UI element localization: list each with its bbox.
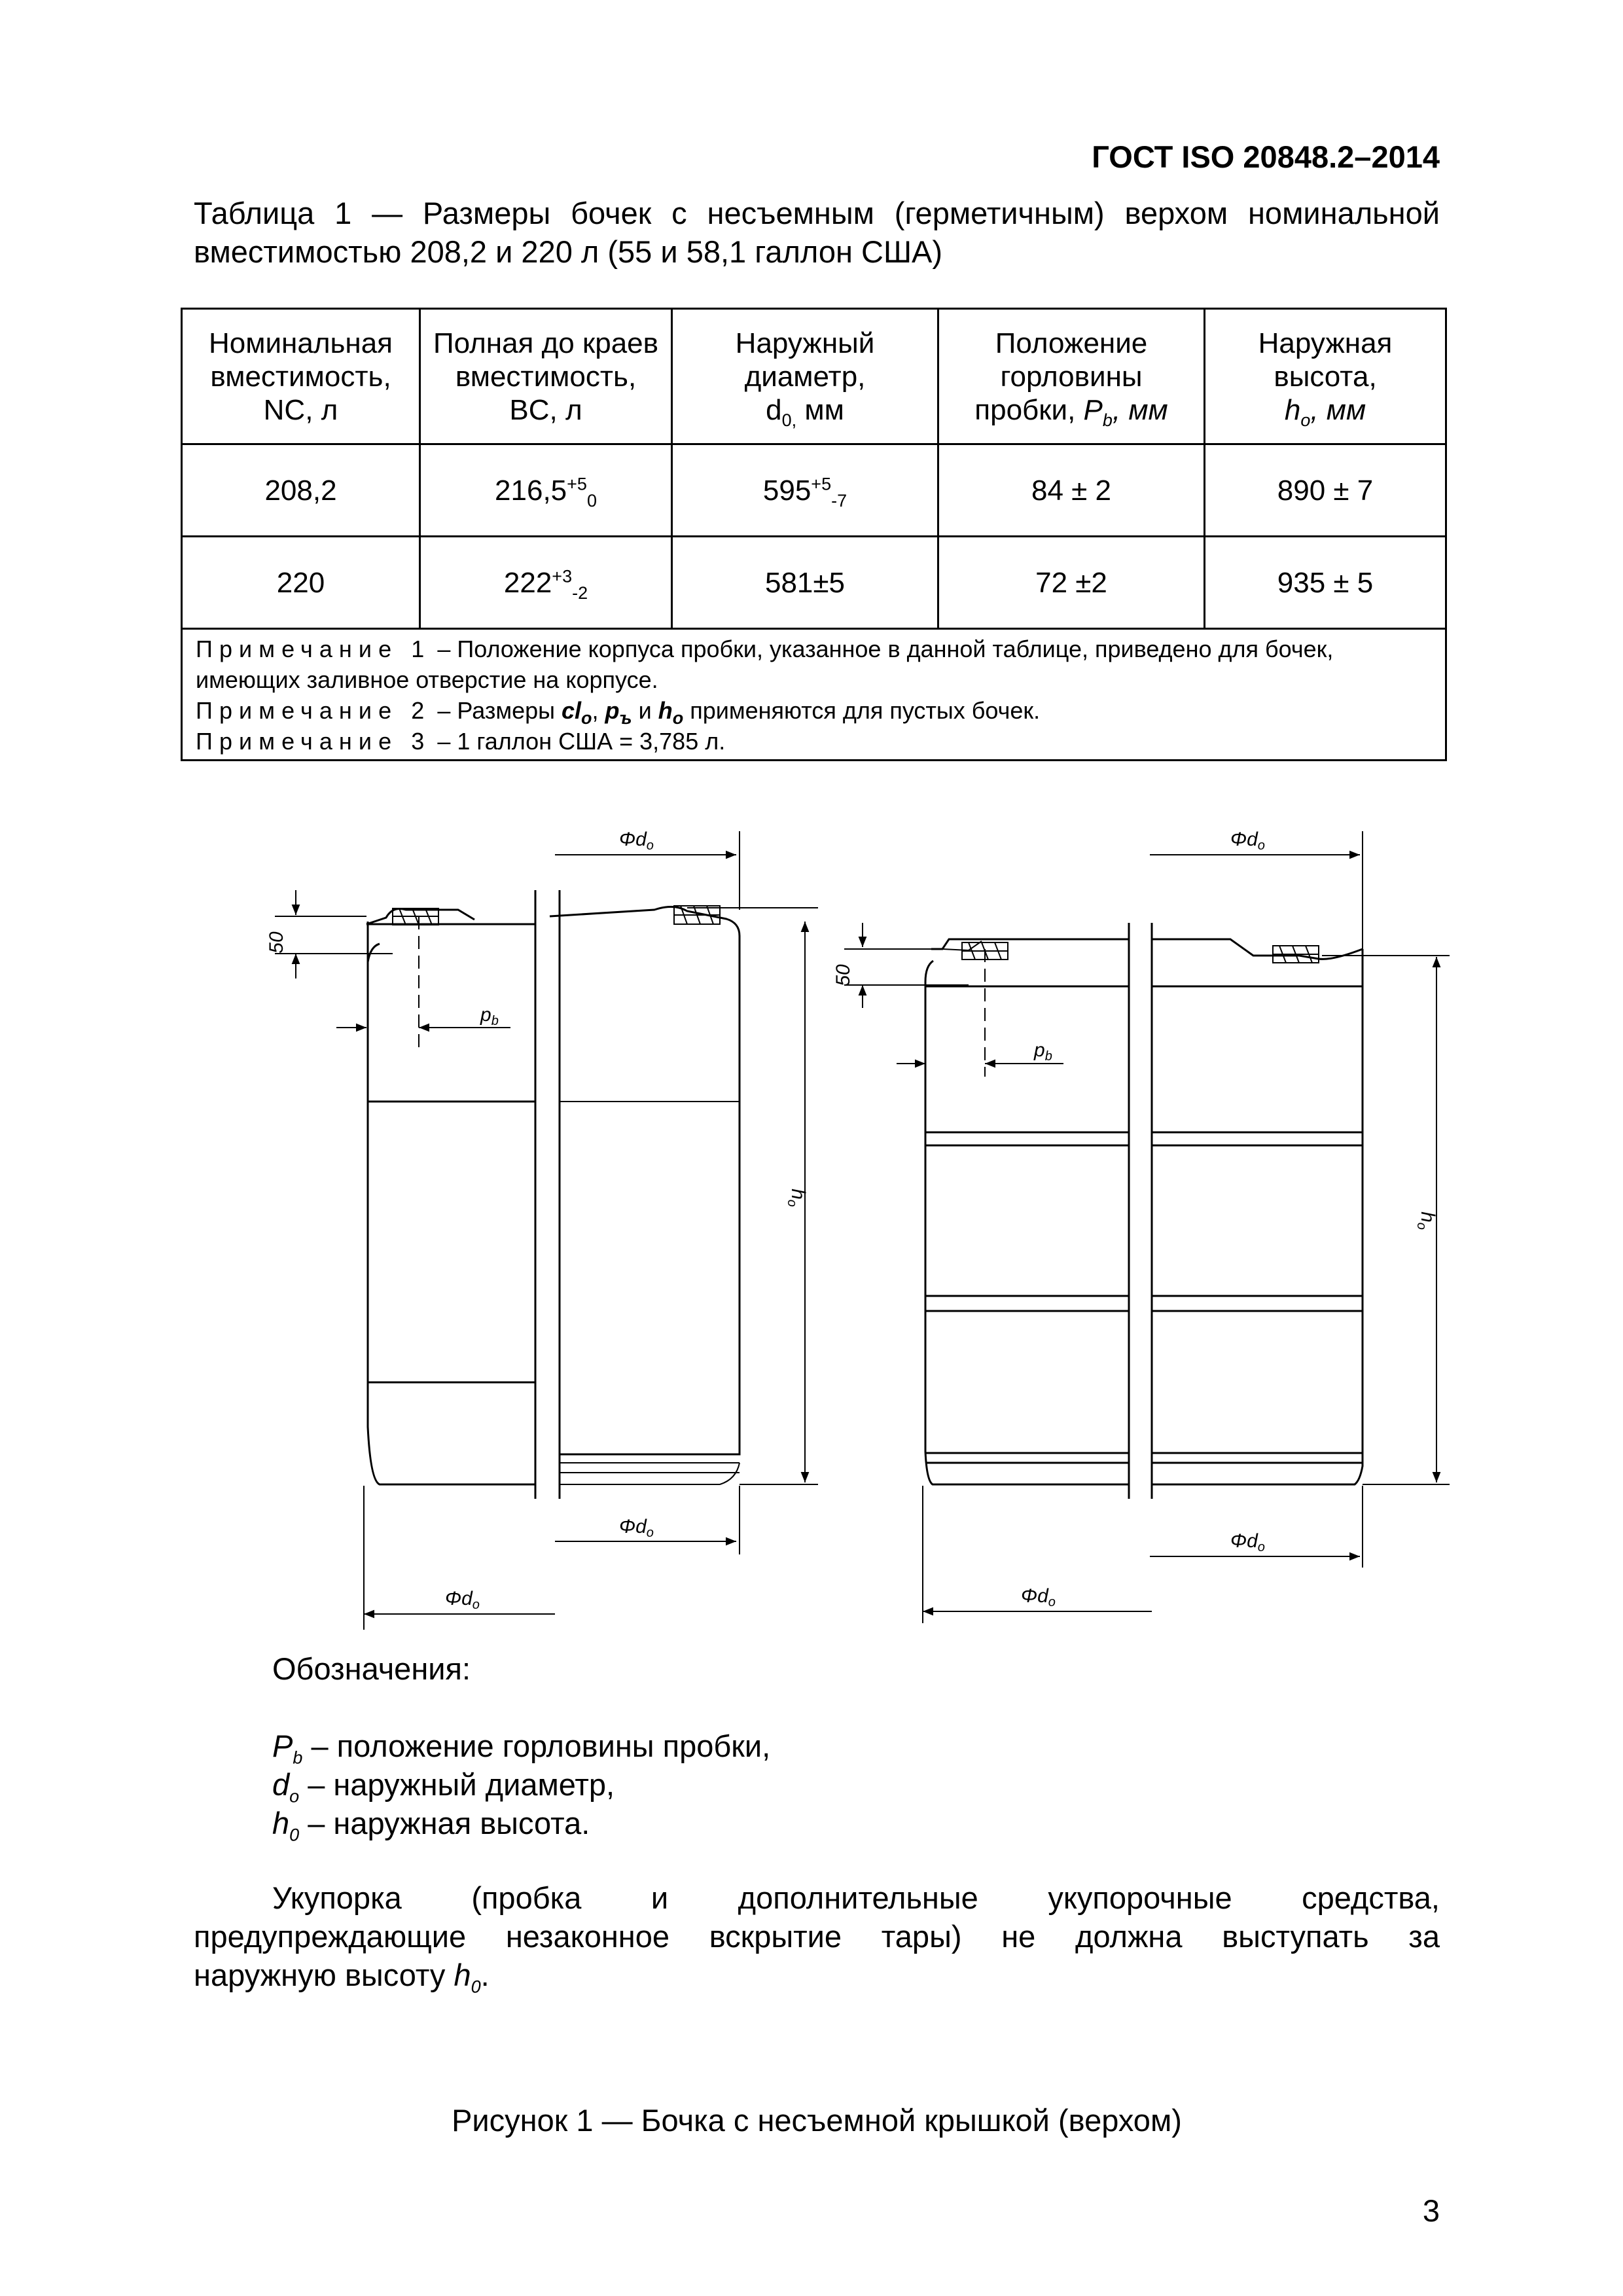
d-label-left-full: $\Phi d_o$ xyxy=(445,1588,480,1612)
note-1: Примечание 1 – Положение корпуса пробки, указанное в данной таблице, приведено для бочек, имеющих заливное отверстие на корпусе. xyxy=(196,636,1334,693)
figure-caption: Рисунок 1 — Бочка с несъемной крышкой (верхом) xyxy=(452,2103,1182,2138)
legend-pb: $P_b$ – положение горловины пробки, xyxy=(272,1729,771,1768)
header-bung-position: Положение горловины пробки, $P_b$, мм xyxy=(938,309,1205,444)
d-label-right-full: $\Phi d_o$ xyxy=(1021,1585,1056,1609)
legend-h: $h_0$ – наружная высота. xyxy=(272,1806,590,1845)
table-row: 220 $222^{+3}_{-2}$ 581±5 72 ±2 935 ± 5 xyxy=(182,537,1446,629)
d-label-right-bottom: $\Phi d_o$ xyxy=(1230,1530,1265,1554)
legend xyxy=(272,1649,771,1845)
d-label-left-top: $\Phi d_o$ xyxy=(619,829,654,853)
note-3: Примечание 3 – 1 галлон США = 3,785 л. xyxy=(196,728,726,755)
table-caption: Таблица 1 — Размеры бочек с несъемным (герметичным) верхом номинальной вместимостью 208,2 и 220 л (55 и 58,1 галлон США) xyxy=(194,196,1440,269)
h-label-right: $h_o$ xyxy=(1414,1211,1438,1230)
pb-label-left: $p_b$ xyxy=(480,1004,499,1028)
paragraph-last-line: наружную высоту $h_0$. xyxy=(194,1958,490,1997)
header-outer-height: Наружная высота, $h_o$, мм xyxy=(1205,309,1446,444)
header-nominal-capacity: Номинальная вместимость, NC, л xyxy=(182,309,420,444)
d-label-right-top: $\Phi d_o$ xyxy=(1230,829,1265,853)
right-drum xyxy=(844,831,1450,1623)
dim-50-label-right: 50 xyxy=(832,964,854,986)
legend-d: $d_o$ – наружный диаметр, xyxy=(272,1767,615,1806)
standard-designation: ГОСТ ISO 20848.2–2014 xyxy=(1092,139,1440,174)
page-number: 3 xyxy=(1422,2193,1440,2228)
pb-label-right: $p_b$ xyxy=(1034,1039,1052,1064)
header-brimful-capacity: Полная до краев вместимость, BC, л xyxy=(420,309,672,444)
legend-title: Обозначения: xyxy=(272,1651,471,1686)
d-label-left-bottom: $\Phi d_o$ xyxy=(619,1516,654,1540)
header-outer-diameter: Наружный диаметр, $d_{0,}$ мм xyxy=(672,309,938,444)
table-row: 208,2 $216,5^{+5}_0$ $595^{+5}_{-7}$ 84 ± 2 890 ± 7 xyxy=(182,444,1446,537)
dim-50-label-left: 50 xyxy=(266,931,287,954)
closure-paragraph: Укупорка (пробка и дополнительные укупорочные средства, предупреждающие незаконное вскрытие тары) не должна выступать за наружную высоту $h_0$. xyxy=(194,1880,1440,1997)
note-2: Примечание 2 – Размеры $cl_o$, $p_ъ$ и $h_o$ применяются для пустых бочек. xyxy=(196,697,1041,728)
left-drum xyxy=(275,831,818,1630)
h-label-left: $h_o$ xyxy=(785,1189,809,1207)
